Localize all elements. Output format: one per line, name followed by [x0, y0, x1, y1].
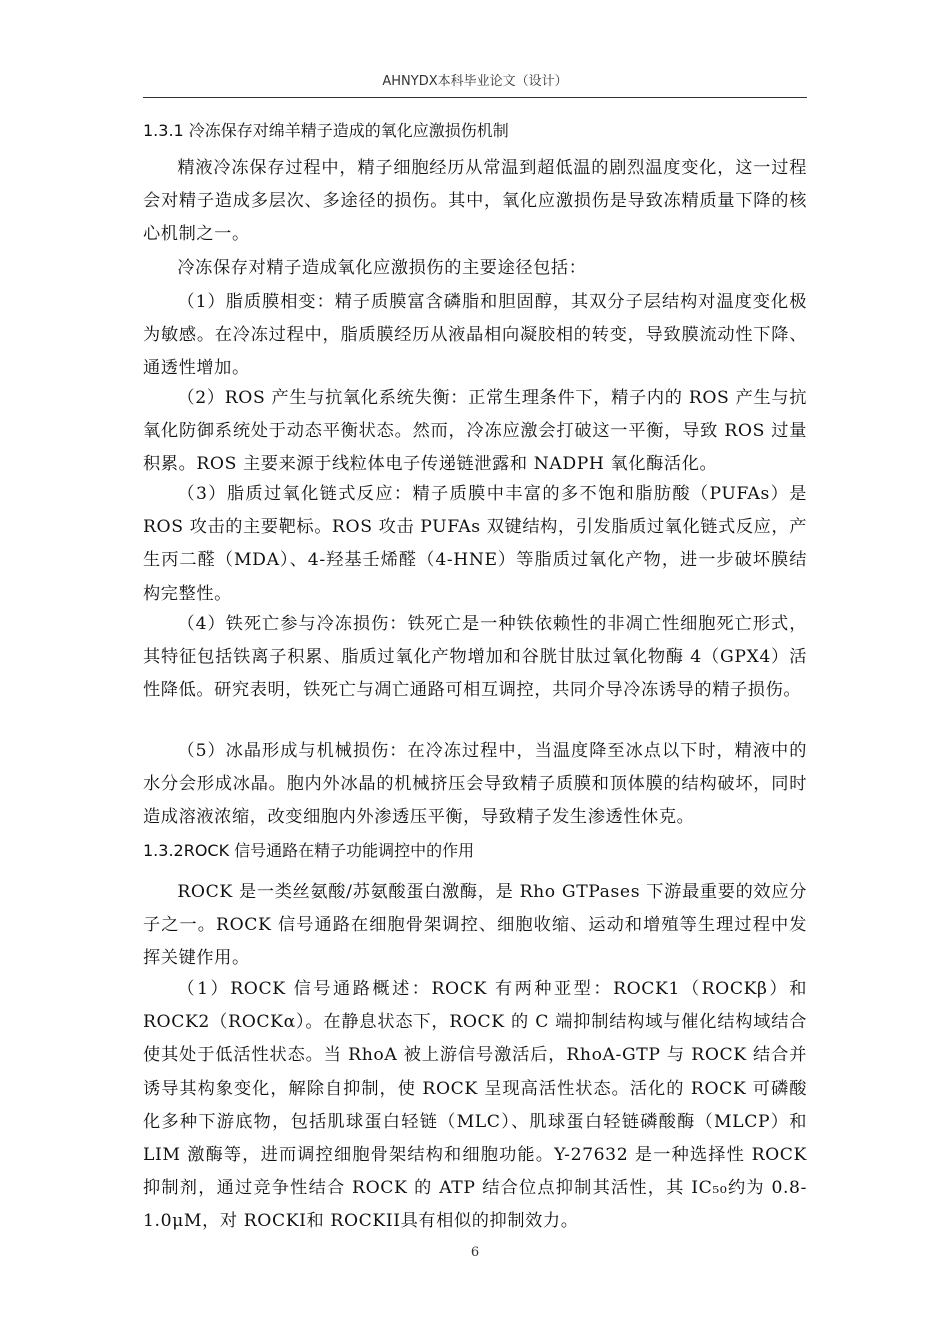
paragraph: （4）铁死亡参与冷冻损伤：铁死亡是一种铁依赖性的非凋亡性细胞死亡形式，其特征包括铁离子积累、脂质过氧化产物增加和谷胱甘肽过氧化物酶 4（GPX4）活性降低。研究表明，铁死亡与凋亡通路可相互调控，共同介导冷冻诱导的精子损伤。 [143, 614, 807, 701]
paragraph: ROCK 是一类丝氨酸/苏氨酸蛋白激酶，是 Rho GTPases 下游最重要的效应分子之一。ROCK 信号通路在细胞骨架调控、细胞收缩、运动和增殖等生理过程中发挥关键作用。 [143, 882, 807, 969]
paragraph: 冷冻保存对精子造成氧化应激损伤的主要途径包括： [177, 258, 587, 278]
page-number: 6 [470, 1245, 480, 1260]
section-heading-1-3-1: 1.3.1 冷冻保存对绵羊精子造成的氧化应激损伤机制 [143, 121, 509, 140]
paragraph: （3）脂质过氧化链式反应：精子质膜中丰富的多不饱和脂肪酸（PUFAs）是 ROS 攻击的主要靶标。ROS 攻击 PUFAs 双键结构，引发脂质过氧化链式反应，产生丙二醛（MDA）、4-羟基壬烯醛（4-HNE）等脂质过氧化产物，进一步破坏膜结构完整性。 [143, 484, 807, 604]
running-header: AHNYDX本科毕业论文（设计） [382, 74, 568, 89]
paragraph: （1）ROCK 信号通路概述：ROCK 有两种亚型：ROCK1（ROCKβ）和 ROCK2（ROCKα）。在静息状态下，ROCK 的 C 端抑制结构域与催化结构域结合使其处于低活性状态。当 RhoA 被上游信号激活后，RhoA-GTP 与 ROCK 结合并诱导其构象变化，解除自抑制，使 ROCK 呈现高活性状态。活化的 ROCK 可磷酸化多种下游底物，包括肌球蛋白轻链（MLC）、肌球蛋白轻链磷酸酶（MLCP）和 LIM 激酶等，进而调控细胞骨架结构和细胞功能。Y-27632 是一种选择性 ROCK 抑制剂，通过竞争性结合 ROCK 的 ATP 结合位点抑制其活性，其 IC₅₀约为 0.8-1.0μM，对 ROCKI和 ROCKII具有相似的抑制效力。 [143, 979, 807, 1232]
header-rule [143, 97, 807, 98]
paragraph: 精液冷冻保存过程中，精子细胞经历从常温到超低温的剧烈温度变化，这一过程会对精子造成多层次、多途径的损伤。其中，氧化应激损伤是导致冻精质量下降的核心机制之一。 [143, 158, 807, 245]
paragraph: （2）ROS 产生与抗氧化系统失衡：正常生理条件下，精子内的 ROS 产生与抗氧化防御系统处于动态平衡状态。然而，冷冻应激会打破这一平衡，导致 ROS 过量积累。ROS 主要来源于线粒体电子传递链泄露和 NADPH 氧化酶活化。 [143, 388, 807, 475]
section-heading-1-3-2: 1.3.2ROCK 信号通路在精子功能调控中的作用 [143, 841, 475, 860]
paragraph: （5）冰晶形成与机械损伤：在冷冻过程中，当温度降至冰点以下时，精液中的水分会形成冰晶。胞内外冰晶的机械挤压会导致精子质膜和顶体膜的结构破坏，同时造成溶液浓缩，改变细胞内外渗透压平衡，导致精子发生渗透性休克。 [143, 741, 807, 828]
paragraph: （1）脂质膜相变：精子质膜富含磷脂和胆固醇，其双分子层结构对温度变化极为敏感。在冷冻过程中，脂质膜经历从液晶相向凝胶相的转变，导致膜流动性下降、通透性增加。 [143, 292, 807, 379]
